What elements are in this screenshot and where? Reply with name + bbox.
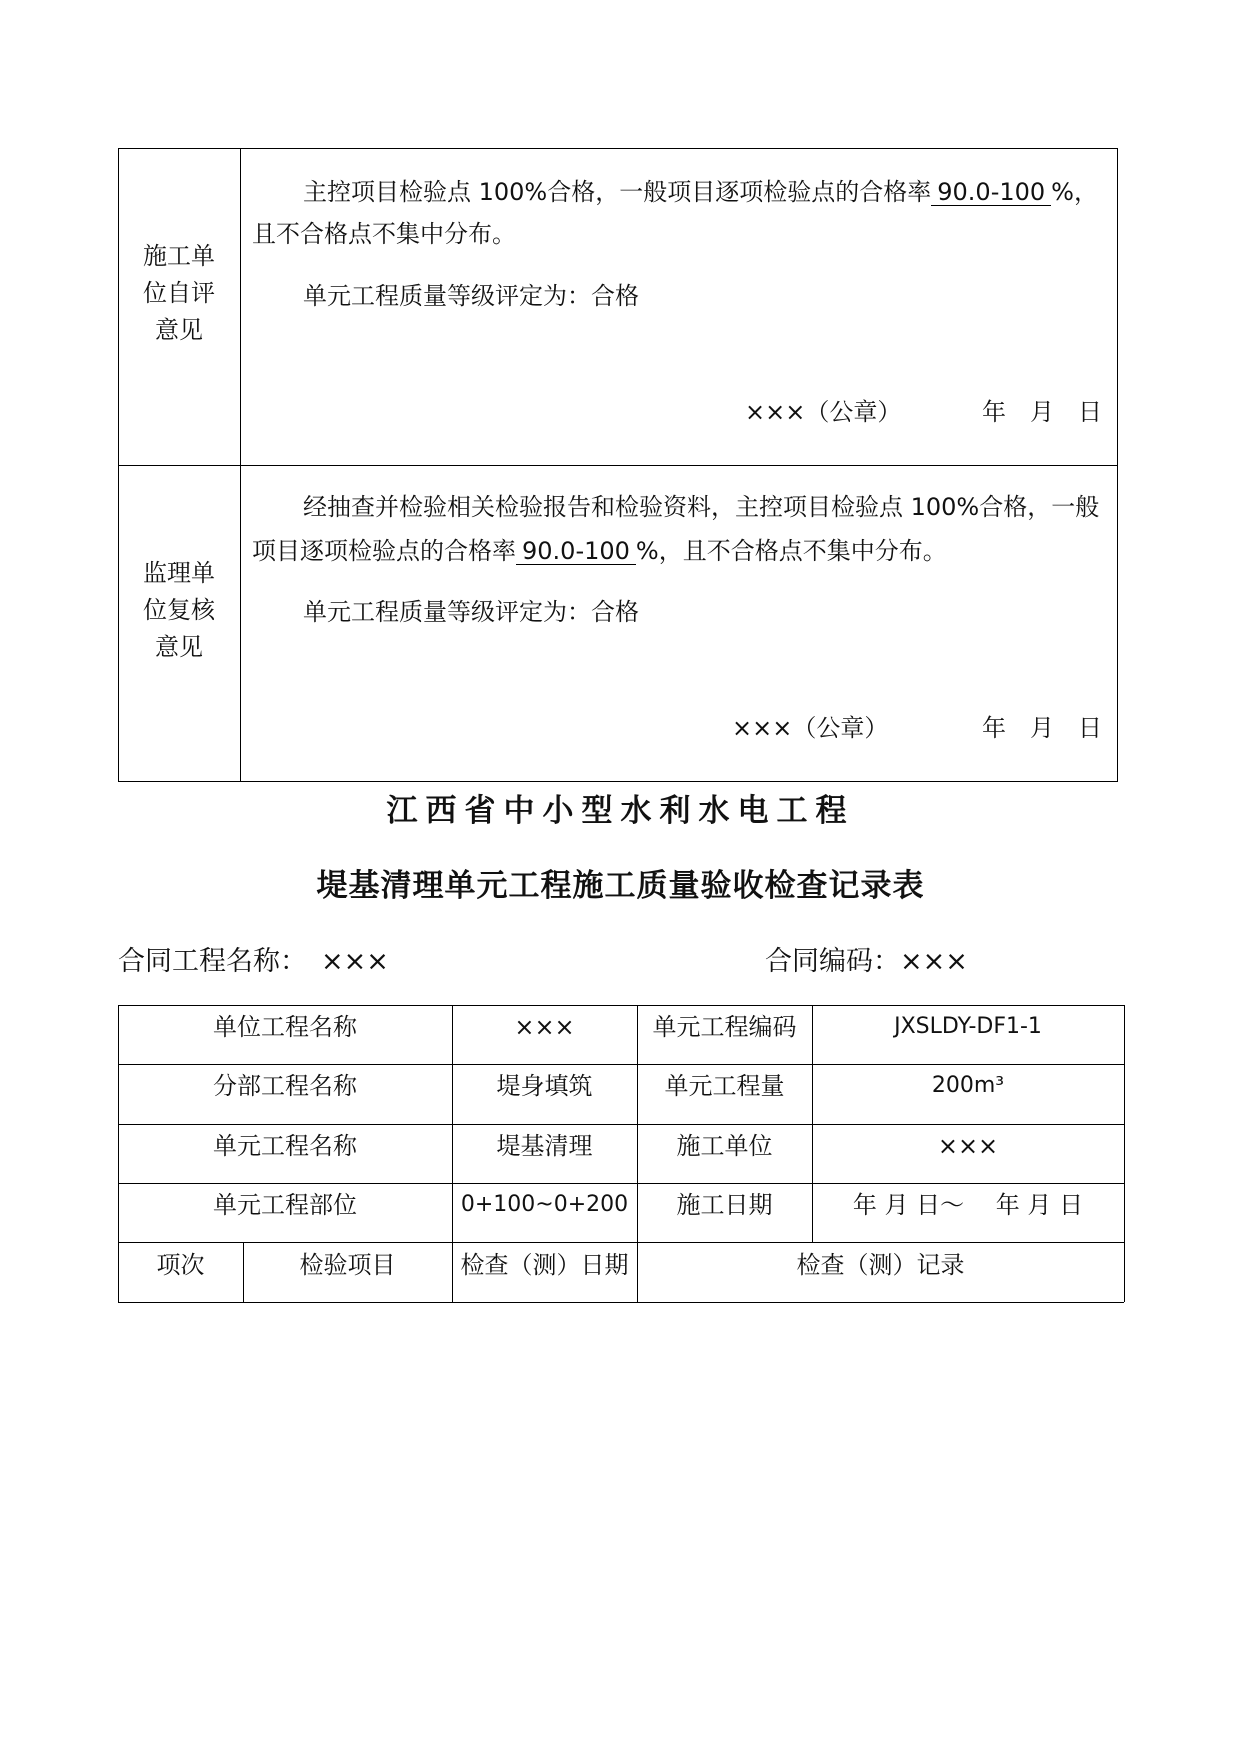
opinion-text: %，且不合格点不集中分布。 bbox=[635, 537, 947, 565]
table-border-bottom bbox=[118, 1302, 1124, 1303]
table-row-divider bbox=[118, 1124, 1124, 1125]
header-inspection-date: 检查（测）日期 bbox=[460, 1251, 629, 1279]
table-border-top bbox=[118, 1005, 1124, 1006]
header-item-no: 项次 bbox=[156, 1251, 205, 1279]
opinion-text: 项目逐项检验点的合格率 bbox=[252, 537, 516, 565]
construction-date-value: 年 月 日～ 年 月 日 bbox=[852, 1191, 1084, 1219]
contract-name-value: ××× bbox=[321, 946, 389, 977]
division-project-name-value: 堤身填筑 bbox=[496, 1072, 593, 1100]
table-divider-vertical bbox=[240, 148, 241, 782]
contract-code-value: ××× bbox=[900, 946, 968, 977]
header-inspection-item: 检验项目 bbox=[299, 1251, 396, 1279]
table-border-left bbox=[118, 148, 119, 782]
label-line: 位复核 bbox=[143, 596, 215, 624]
label-line: 施工单 bbox=[143, 242, 215, 270]
contract-name bbox=[118, 945, 389, 979]
table-border-bottom bbox=[118, 781, 1117, 782]
document-title-line2: 堤基清理单元工程施工质量验收检查记录表 bbox=[316, 868, 925, 904]
table-border-top bbox=[118, 148, 1117, 149]
element-location-value: 0+100~0+200 bbox=[460, 1192, 629, 1217]
header-inspection-record: 检查（测）记录 bbox=[796, 1251, 965, 1279]
construction-seal: ×××（公章） bbox=[745, 398, 902, 426]
document-title-line1: 江西省中小型水利水电工程 bbox=[386, 793, 855, 829]
label-line: 意见 bbox=[155, 316, 203, 344]
element-quantity-value: 200m³ bbox=[931, 1073, 1005, 1098]
element-quantity-label: 单元工程量 bbox=[664, 1072, 785, 1100]
supervision-date: 年 月 日 bbox=[982, 714, 1102, 742]
construction-opinion-line1 bbox=[303, 177, 1098, 207]
element-code-label: 单元工程编码 bbox=[652, 1013, 797, 1041]
element-code-value: JXSLDY-DF1-1 bbox=[894, 1014, 1042, 1039]
table-border-middle bbox=[118, 465, 1117, 466]
table-row-divider bbox=[118, 1064, 1124, 1065]
construction-unit-value: ××× bbox=[937, 1132, 999, 1160]
supervision-grade: 单元工程质量等级评定为：合格 bbox=[303, 598, 639, 626]
table-row-divider bbox=[118, 1183, 1124, 1184]
table-border-right bbox=[1117, 148, 1118, 782]
construction-grade: 单元工程质量等级评定为：合格 bbox=[303, 282, 639, 310]
element-name-value: 堤基清理 bbox=[496, 1132, 593, 1160]
contract-code bbox=[765, 945, 968, 979]
construction-unit-label: 施工单位 bbox=[676, 1132, 773, 1160]
supervision-seal: ×××（公章） bbox=[732, 714, 889, 742]
opinion-text: %， bbox=[1051, 178, 1098, 206]
pass-rate-value: 90.0-100 bbox=[931, 179, 1051, 206]
construction-opinion-line2: 且不合格点不集中分布。 bbox=[252, 220, 516, 248]
opinion-text: 主控项目检验点 100%合格，一般项目逐项检验点的合格率 bbox=[303, 178, 932, 206]
unit-project-name-value: ××× bbox=[514, 1013, 575, 1041]
unit-project-name-label: 单位工程名称 bbox=[213, 1013, 357, 1041]
element-name-label: 单元工程名称 bbox=[213, 1132, 357, 1160]
pass-rate-value: 90.0-100 bbox=[516, 538, 636, 565]
construction-date-label: 施工日期 bbox=[676, 1191, 773, 1219]
supervision-opinion-line1: 经抽查并检验相关检验报告和检验资料，主控项目检验点 100%合格，一般 bbox=[303, 493, 1100, 521]
table-row-divider bbox=[118, 1242, 1124, 1243]
label-line: 位自评 bbox=[143, 279, 215, 307]
supervision-opinion-label bbox=[124, 555, 234, 666]
label-line: 意见 bbox=[155, 633, 203, 661]
contract-code-label: 合同编码： bbox=[765, 946, 900, 977]
table-border-right bbox=[1124, 1005, 1125, 1302]
supervision-opinion-line2 bbox=[252, 536, 947, 566]
division-project-name-label: 分部工程名称 bbox=[213, 1072, 357, 1100]
label-line: 监理单 bbox=[143, 559, 215, 587]
element-location-label: 单元工程部位 bbox=[213, 1191, 357, 1219]
contract-name-label: 合同工程名称： bbox=[118, 946, 307, 977]
construction-date: 年 月 日 bbox=[982, 398, 1102, 426]
construction-opinion-label bbox=[124, 238, 234, 349]
